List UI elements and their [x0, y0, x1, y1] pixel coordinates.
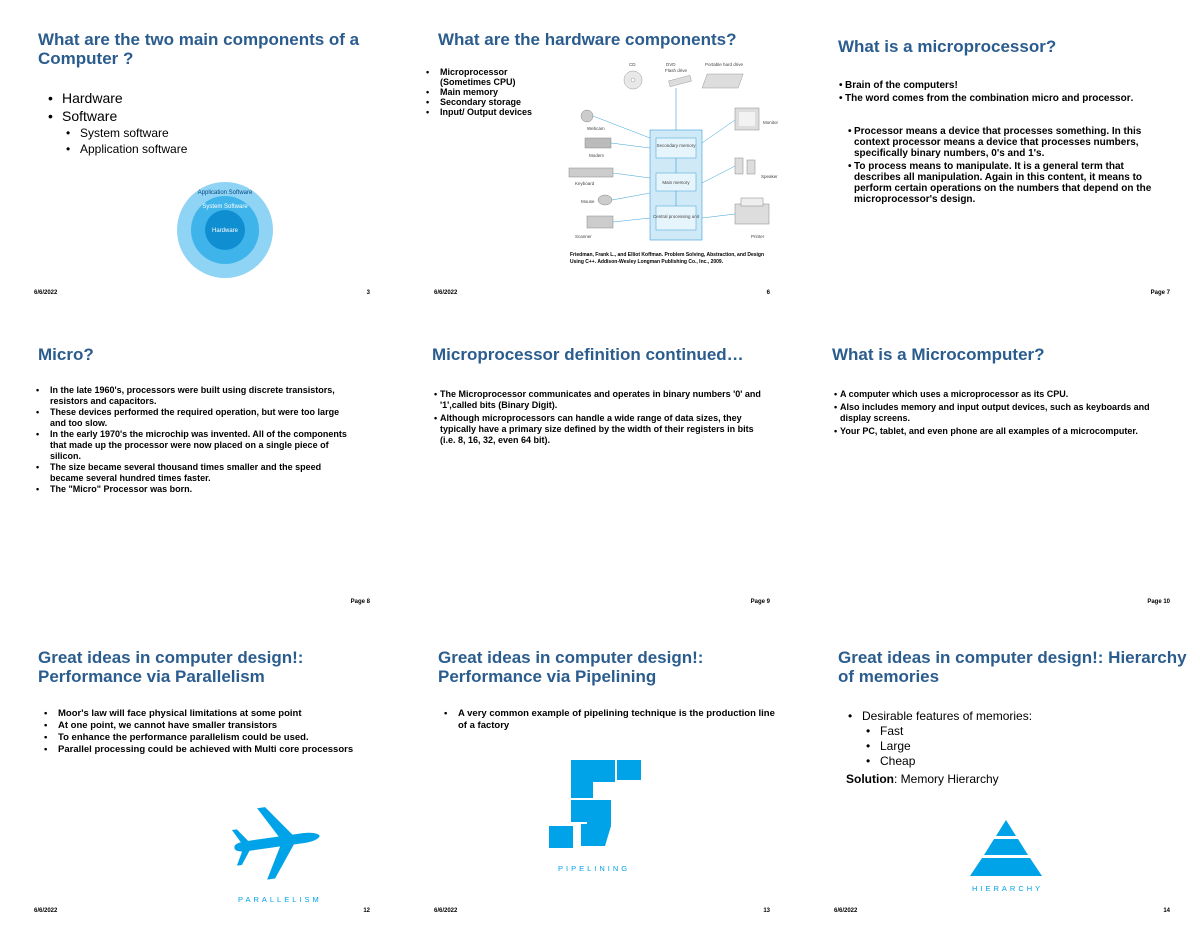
list-item: • Your PC, tablet, and even phone are all examples of a microcomputer. — [834, 426, 1164, 437]
sub-bullet-list — [66, 125, 187, 157]
page-number: Page 7 — [1150, 290, 1170, 296]
page-number: Page 8 — [350, 599, 370, 605]
list-item: • Processor means a device that processes something. In this context processor means a device that processes numbers, specifically binary numbers, 0's and 1's. — [848, 126, 1173, 159]
list-item: • Secondary storage — [426, 97, 556, 107]
slide-title: What are the hardware components? — [438, 30, 737, 49]
list-item: • To enhance the performance parallelism could be used. — [44, 732, 389, 744]
slide-title: Microprocessor definition continued… — [432, 345, 744, 364]
list-item: • In the late 1960's, processors were built using discrete transistors, resistors and capacitors. — [36, 385, 356, 407]
slide-10 — [800, 309, 1200, 618]
pyramid-icon — [966, 818, 1046, 878]
pipeline-icon — [545, 756, 645, 856]
list-item: • Brain of the computers! — [839, 80, 1169, 91]
page-number: 13 — [763, 908, 770, 914]
diagram-label: Printer — [751, 234, 765, 239]
diagram-label: Flash drive — [665, 68, 688, 73]
slide-6 — [400, 0, 800, 309]
software-layers-diagram — [175, 180, 275, 280]
bullet-list — [839, 80, 1169, 104]
list-item: • Hardware — [48, 89, 123, 107]
list-item: • The size became several thousand times smaller and the speed became several hundred times faster. — [36, 462, 356, 484]
slide-title: Great ideas in computer design!: Performance via Parallelism — [38, 648, 304, 686]
slide-date: 6/6/2022 — [34, 290, 58, 296]
list-item: • The word comes from the combination micro and processor. — [839, 93, 1169, 104]
diagram-label: Main memory — [662, 180, 690, 185]
diagram-label: Speaker — [761, 174, 778, 179]
bullet-list — [426, 67, 556, 117]
slide-8 — [0, 309, 400, 618]
list-item: • At one point, we cannot have smaller transistors — [44, 720, 389, 732]
list-item: • These devices performed the required operation, but were too large and too slow. — [36, 407, 356, 429]
bullet-list — [48, 89, 123, 125]
slide-title: What are the two main components of a Computer ? — [38, 30, 360, 68]
diagram-label: CD — [629, 62, 636, 67]
slide-date: 6/6/2022 — [434, 908, 458, 914]
caption: PIPELINING — [558, 864, 631, 873]
ring-label: Hardware — [211, 228, 239, 234]
page-number: 6 — [766, 290, 770, 296]
slide-date: 6/6/2022 — [434, 290, 458, 296]
page-number: Page 10 — [1147, 599, 1170, 605]
page-number: 14 — [1163, 908, 1170, 914]
diagram-label: Keyboard — [575, 181, 595, 186]
page-number: Page 9 — [750, 599, 770, 605]
list-item: • Moor's law will face physical limitations at some point — [44, 708, 389, 720]
diagram-label: Secondary memory — [656, 143, 696, 148]
slide-date: 6/6/2022 — [34, 908, 58, 914]
list-item: • System software — [66, 125, 187, 141]
diagram-label: Central processing unit — [652, 214, 700, 219]
solution-line: Solution: Memory Hierarchy — [846, 772, 999, 786]
ring-label: System Software — [202, 204, 248, 210]
slide-9 — [400, 309, 800, 618]
slide-14 — [800, 618, 1200, 927]
diagram-label: Mouse — [581, 199, 595, 204]
slide-3 — [0, 0, 400, 309]
list-item: • In the early 1970's the microchip was invented. All of the components that made up the processor were now placed on a single piece of silicon. — [36, 429, 356, 462]
bullet-list — [434, 389, 769, 446]
list-item: • The "Micro" Processor was born. — [36, 484, 356, 495]
diagram-label: Scanner — [575, 234, 592, 239]
page-number: 12 — [363, 908, 370, 914]
caption: HIERARCHY — [972, 884, 1044, 893]
citation: Friedman, Frank L., and Elliot Koffman. Problem Solving, Abstraction, and Design Using C++. Addison-Wesley Longman Publishing Co., Inc., 2009. — [570, 252, 765, 265]
list-item: • To process means to manipulate. It is a general term that describes all manipulation. Again in this content, it means to perform certain operations on the numbers that depend on the microprocessor's design. — [848, 161, 1173, 205]
bullet-list — [834, 389, 1164, 437]
bullet-list — [444, 708, 784, 732]
list-item: • Parallel processing could be achieved with Multi core processors — [44, 744, 389, 756]
slide-title: Micro? — [38, 345, 94, 364]
diagram-label: DVD — [666, 62, 676, 67]
caption: PARALLELISM — [238, 895, 322, 904]
list-item: • Large — [866, 739, 915, 754]
list-item: • Input/ Output devices — [426, 107, 556, 117]
diagram-label: Modem — [589, 153, 605, 158]
slide-12 — [0, 618, 400, 927]
list-item: • Main memory — [426, 87, 556, 97]
sub-bullet-list — [848, 126, 1173, 205]
sub-bullet-list — [866, 724, 915, 769]
airplane-icon — [228, 802, 324, 882]
list-item: • Also includes memory and input output devices, such as keyboards and display screens. — [834, 402, 1164, 424]
list-item: • Cheap — [866, 754, 915, 769]
slide-title: What is a Microcomputer? — [832, 345, 1045, 364]
hardware-components-diagram — [565, 58, 785, 248]
slide-title: What is a microprocessor? — [838, 37, 1057, 56]
slide-date: 6/6/2022 — [834, 908, 858, 914]
slide-title: Great ideas in computer design!: Hierarchy of memories — [838, 648, 1187, 686]
diagram-label: Portable hard drive — [705, 62, 744, 67]
list-item: • Desirable features of memories: — [848, 709, 1032, 724]
list-item: • A computer which uses a microprocessor as its CPU. — [834, 389, 1164, 400]
slide-13 — [400, 618, 800, 927]
bullet-list — [44, 708, 389, 756]
page-number: 3 — [366, 290, 370, 296]
diagram-label: Webcam — [587, 126, 605, 131]
ring-label: Application Software — [197, 190, 253, 196]
slide-7 — [800, 0, 1200, 309]
slide-title: Great ideas in computer design!: Performance via Pipelining — [438, 648, 704, 686]
bullet-list — [848, 709, 1032, 724]
list-item: • A very common example of pipelining technique is the production line of a factory — [444, 708, 784, 732]
list-item: • The Microprocessor communicates and operates in binary numbers '0' and '1',called bits (Binary Digit). — [434, 389, 769, 411]
list-item: • Microprocessor (Sometimes CPU) — [426, 67, 556, 87]
list-item: • Fast — [866, 724, 915, 739]
list-item: • Software — [48, 107, 123, 125]
bullet-list — [36, 385, 356, 495]
list-item: • Application software — [66, 141, 187, 157]
diagram-label: Monitor — [763, 120, 779, 125]
list-item: • Although microprocessors can handle a wide range of data sizes, they typically have a primary size defined by the width of their registers in bits (i.e. 8, 16, 32, even 64 bit). — [434, 413, 769, 446]
